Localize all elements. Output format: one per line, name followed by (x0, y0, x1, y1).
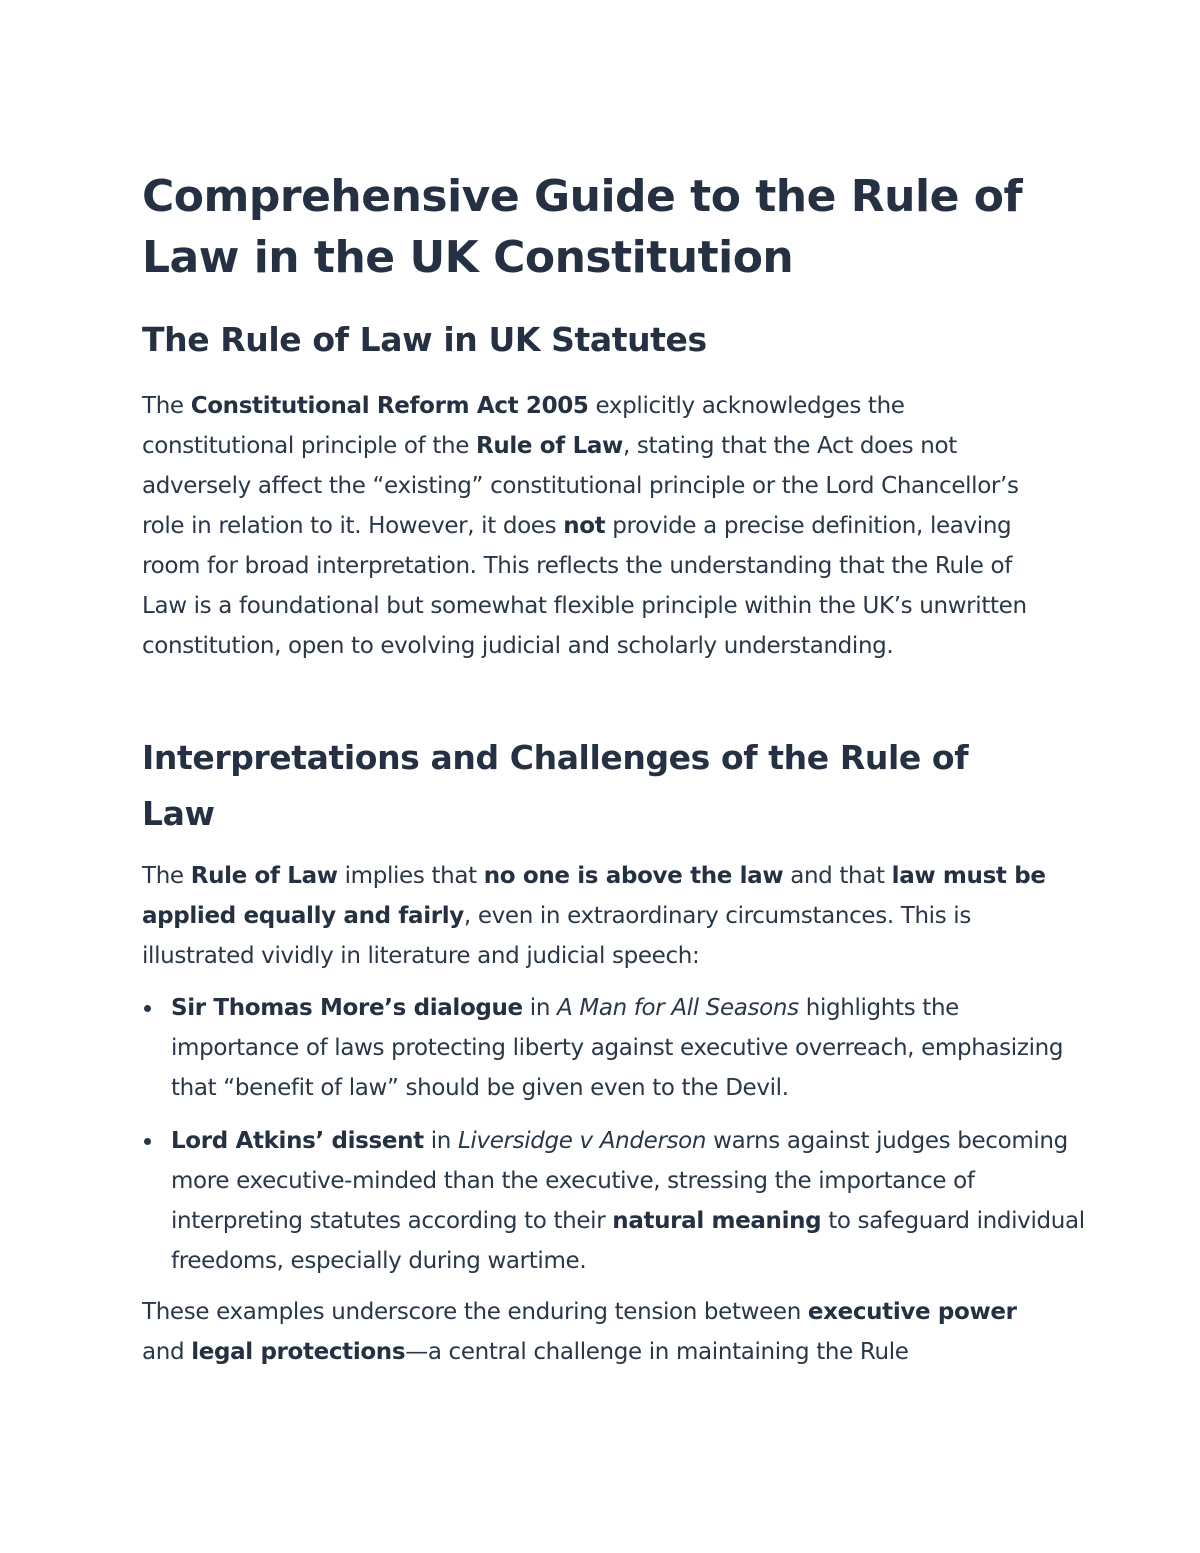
paragraph-closing (142, 1292, 1062, 1372)
italic-run: Liversidge v Anderson (457, 1128, 707, 1154)
section-heading-interpretations: Interpretations and Challenges of the Rule of Law (142, 738, 969, 833)
section-heading-statutes: The Rule of Law in UK Statutes (142, 320, 707, 359)
bold-run: legal protections (191, 1339, 406, 1365)
text-run: The (142, 863, 191, 889)
text-run: , even in extraordinary circumstances. This is illustrated vividly in literature and judicial speech: (142, 903, 971, 969)
paragraph-statutes (142, 386, 1062, 666)
bold-run: Constitutional Reform Act 2005 (190, 393, 589, 419)
bold-run: Sir Thomas More’s dialogue (171, 995, 523, 1021)
text-run: and (142, 1339, 192, 1365)
paragraph-interpretations (142, 856, 1062, 976)
bullet-icon (144, 1138, 151, 1145)
text-run: and that (783, 863, 892, 889)
text-run: in (423, 1128, 458, 1154)
text-run: provide a precise definition, leaving room for broad interpretation. This reflects the understanding that the Rule of Law is a foundational but somewhat flexible principle within the UK’s unwritten constitution, open to evolving judicial and scholarly understanding. (142, 513, 1027, 659)
document-title: Comprehensive Guide to the Rule of Law in the UK Constitution (142, 171, 1023, 283)
text-run: in (522, 995, 558, 1021)
text-run: The (142, 393, 191, 419)
text-run: , stating that the Act does not adversely affect the “existing” constitutional principle or the Lord Chancellor’s role in relation to it. However, it does (142, 433, 1019, 539)
bold-run: Rule of Law (475, 433, 623, 459)
bold-run: natural meaning (612, 1208, 822, 1234)
text-run: —a central challenge in maintaining the Rule (405, 1339, 909, 1365)
bold-run: Lord Atkins’ dissent (171, 1128, 424, 1154)
bold-run: Rule of Law (190, 863, 338, 889)
text-run: highlights the importance of laws protecting liberty against executive overreach, emphasizing that “benefit of law” should be given even to the Devil. (171, 995, 1064, 1101)
text-run: to safeguard individual freedoms, especially during wartime. (171, 1208, 1085, 1274)
list-item (142, 988, 1091, 1108)
document-page (142, 0, 1085, 1553)
list-item (142, 1121, 1091, 1281)
italic-run: A Man for All Seasons (557, 995, 799, 1021)
text-run: These examples underscore the enduring tension between (142, 1299, 808, 1325)
text-run: warns against judges becoming more executive-minded than the executive, stressing the importance of interpreting statutes according to their (171, 1128, 1068, 1234)
text-run: explicitly acknowledges the constitutional principle of the (142, 393, 905, 459)
bold-run: law must be applied equally and fairly (142, 863, 1046, 929)
bold-run: not (563, 513, 606, 539)
bold-run: no one is above the law (483, 863, 784, 889)
text-run: implies that (337, 863, 484, 889)
bullet-icon (144, 1005, 151, 1012)
bold-run: executive power (807, 1299, 1017, 1325)
